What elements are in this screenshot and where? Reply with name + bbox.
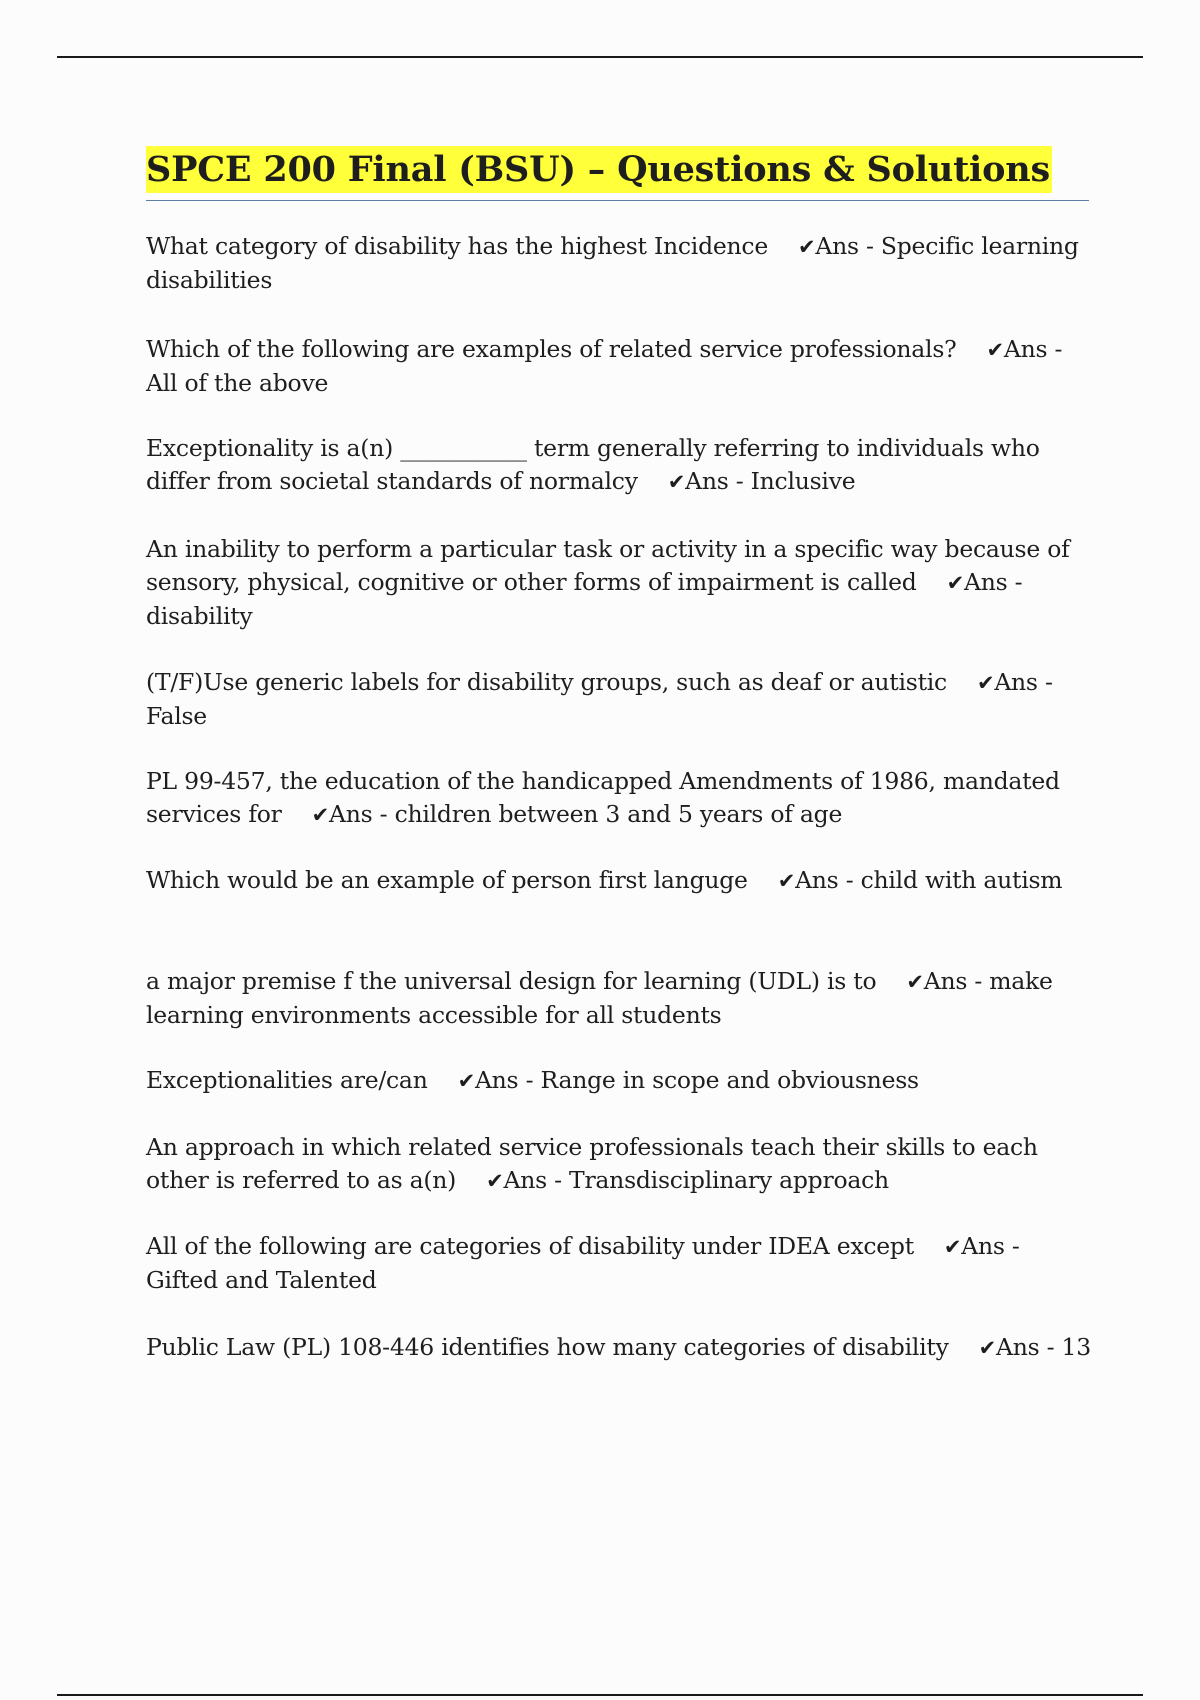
answer-text: child with autism: [860, 866, 1063, 894]
answer-text: make learning environments accessible for all students: [146, 967, 1053, 1029]
title-block: [146, 146, 1089, 201]
answer-prefix: Ans -: [329, 800, 395, 828]
qa-item: [146, 965, 1091, 1032]
checkmark-icon: ✔: [943, 1235, 962, 1259]
answer-text: Transdisciplinary approach: [569, 1166, 889, 1194]
qa-item: [146, 432, 1091, 499]
answer-prefix: Ans -: [963, 568, 1023, 596]
qa-item: [146, 1230, 1091, 1297]
question-text: An inability to perform a particular task or activity in a specific way because of sensory, physical, cognitive or other forms of impairment is called: [146, 535, 1070, 596]
question-text: PL 99-457, the education of the handicapped Amendments of 1986, mandated services for: [146, 767, 1060, 828]
answer-prefix: Ans -: [795, 866, 861, 894]
qa-item: [146, 765, 1091, 832]
qa-item: [146, 666, 1091, 733]
checkmark-icon: ✔: [486, 1169, 504, 1193]
qa-item: [146, 1331, 1091, 1365]
answer-prefix: Ans -: [474, 1066, 541, 1094]
answer-text: 13: [1061, 1333, 1091, 1361]
question-text: Public Law (PL) 108-446 identifies how many categories of disability: [146, 1333, 949, 1361]
answer-prefix: Ans -: [995, 1333, 1062, 1361]
bottom-rule: [57, 1694, 1143, 1696]
qa-item: [146, 1131, 1091, 1198]
answer-text: children between 3 and 5 years of age: [394, 800, 843, 828]
checkmark-icon: ✔: [906, 970, 924, 994]
checkmark-icon: ✔: [986, 338, 1004, 362]
qa-item: [146, 230, 1091, 297]
question-text: Which of the following are examples of related service professionals?: [146, 335, 957, 363]
checkmark-icon: ✔: [978, 1336, 996, 1360]
qa-item: [146, 864, 1091, 898]
checkmark-icon: ✔: [976, 671, 995, 695]
checkmark-icon: ✔: [311, 803, 330, 827]
answer-text: False: [146, 702, 207, 730]
answer-prefix: Ans -: [994, 668, 1053, 696]
answer-text: Specific learning disabilities: [146, 232, 1079, 294]
answer-text: Gifted and Talented: [146, 1266, 377, 1294]
question-text: Exceptionalities are/can: [146, 1066, 428, 1094]
answer-text: disability: [146, 602, 253, 630]
top-rule: [57, 56, 1143, 58]
document-title: SPCE 200 Final (BSU) – Questions & Solutions: [146, 146, 1052, 193]
qa-item: [146, 533, 1091, 633]
answer-prefix: Ans -: [503, 1166, 570, 1194]
question-text: Which would be an example of person first languge: [146, 866, 748, 894]
qa-item: [146, 1064, 1091, 1098]
checkmark-icon: ✔: [946, 571, 964, 595]
answer-prefix: Ans -: [923, 967, 990, 995]
answer-prefix: Ans -: [815, 232, 881, 260]
question-text: (T/F)Use generic labels for disability groups, such as deaf or autistic: [146, 668, 947, 696]
question-text: An approach in which related service professionals teach their skills to each other is referred to as a(n): [146, 1133, 1038, 1194]
question-text: What category of disability has the highest Incidence: [146, 232, 768, 260]
question-text: Exceptionality is a(n) ___________ term generally referring to individuals who differ from societal standards of normalcy: [146, 434, 1040, 495]
qa-item: [146, 333, 1091, 400]
question-text: a major premise f the universal design for learning (UDL) is to: [146, 967, 877, 995]
checkmark-icon: ✔: [457, 1069, 475, 1093]
answer-prefix: Ans -: [961, 1232, 1020, 1260]
question-text: All of the following are categories of disability under IDEA except: [146, 1232, 914, 1260]
checkmark-icon: ✔: [797, 235, 816, 259]
answer-prefix: Ans -: [685, 467, 751, 495]
answer-prefix: Ans -: [1003, 335, 1063, 363]
checkmark-icon: ✔: [667, 470, 686, 494]
answer-text: Inclusive: [750, 467, 856, 495]
checkmark-icon: ✔: [777, 869, 796, 893]
answer-text: Range in scope and obviousness: [540, 1066, 919, 1094]
answer-text: All of the above: [146, 369, 329, 397]
